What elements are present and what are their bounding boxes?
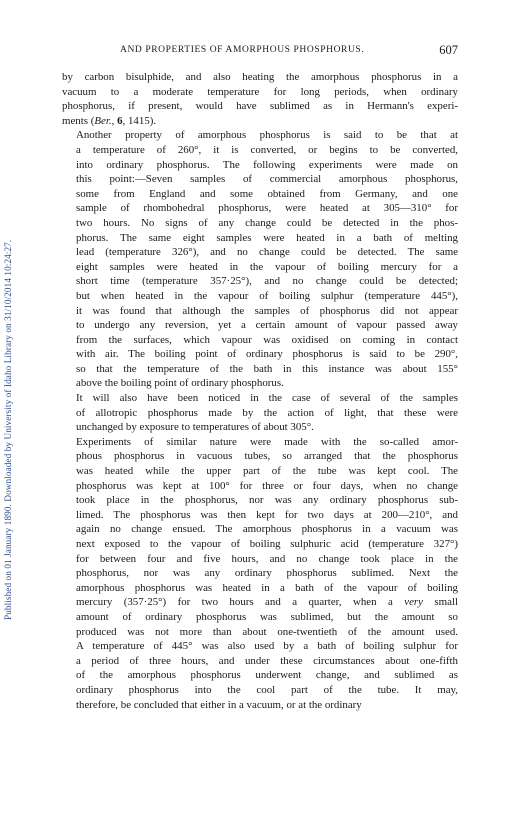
text-line: a temperature of 260°, it is converted, or begins to be converted, (76, 143, 458, 156)
text-line: it was found that although the samples of phosphorus did not appear (76, 304, 458, 317)
text-line: a period of three hours, and under these circumstances about one-fifth (76, 654, 458, 667)
text-line: phosphorus, if present, would have sublimed as in Hermann's experi- (62, 100, 458, 113)
text-line: Another property of amorphous phosphorus is said to be that at (76, 129, 458, 142)
text-line: Experiments of similar nature were made with the so-called amor- (76, 435, 458, 448)
text-line: ments (Ber., 6, 1415). (62, 114, 157, 127)
text-line: phorus. The same eight samples were heated in a bath of melting (76, 231, 458, 244)
text-line: limed. The phosphorus was then kept for two days at 200—210°, and (76, 508, 458, 521)
paragraph (62, 435, 458, 712)
text-line: produced was not more than about one-twentieth of the amount used. (76, 625, 458, 638)
text-line: again no change ensued. The amorphous phosphorus in a vacuum was (76, 523, 458, 536)
text-line: took place in the phosphorus, nor was any ordinary phosphorus sub- (76, 494, 458, 507)
text-line: was heated while the upper part of the tube was kept cool. The (76, 465, 458, 478)
text-line: It will also have been noticed in the case of several of the samples (76, 392, 458, 405)
text-line: A temperature of 445° was also used by a bath of boiling sulphur for (76, 640, 458, 653)
text-line: next exposed to the vapour of boiling sulphuric acid (temperature 327°) (76, 538, 458, 550)
text-line: phosphorus, nor was any ordinary phosphorus sublimed. Next the (76, 567, 458, 580)
text-line: mercury (357·25°) for two hours and a quarter, when a very small (76, 596, 458, 609)
text-line: phous phosphorus in vacuous tubes, so arranged that the phosphorus (76, 450, 458, 463)
text-line: amorphous phosphorus was heated in a bath of the vapour of boiling (76, 581, 458, 594)
text-line: phosphorus was kept at 100° for three or four days, when no change (76, 479, 458, 492)
article-body (62, 70, 458, 712)
text-line: eight samples were heated in the vapour of boiling mercury for a (76, 260, 458, 273)
running-title: AND PROPERTIES OF AMORPHOUS PHOSPHORUS. (120, 45, 365, 55)
download-stamp (3, 60, 15, 620)
text-line: by carbon bisulphide, and also heating the amorphous phosphorus in a (62, 71, 458, 83)
text-line: with air. The boiling point of ordinary phosphorus is said to be 290°, (76, 348, 458, 361)
text-line: short time (temperature 357·25°), and no change could be detected; (76, 275, 458, 288)
text-line: so that the temperature of the bath in this instance was about 155° (76, 362, 458, 375)
text-line: this point:—Seven samples of commercial amorphous phosphorus, (76, 173, 458, 186)
text-line: therefore, be concluded that either in a vacuum, or at the ordinary (76, 698, 362, 711)
text-line: into ordinary phosphorus. The following experiments were made on (76, 158, 458, 171)
text-line: above the boiling point of ordinary phosphorus. (76, 377, 284, 390)
text-line: but when heated in the vapour of boiling sulphur (temperature 445°), (76, 289, 458, 302)
text-line: amount of ordinary phosphorus was sublimed, but the amount so (76, 610, 458, 623)
page-header (62, 44, 458, 58)
text-line: to undergo any reversion, yet a certain amount of vapour passed away (76, 319, 458, 332)
page-number: 607 (439, 43, 458, 57)
download-stamp-text: Published on 01 January 1890. Downloaded by University of Idaho Library on 31/10/2014 10:24:27. (3, 239, 13, 620)
text-line: sample of rhombohedral phosphorus, were heated at 305—310° for (76, 202, 458, 215)
text-line: two hours. No signs of any change could be detected in the phos- (76, 216, 458, 229)
text-line: ordinary phosphorus into the cool part of the tube. It may, (76, 683, 458, 696)
text-line: unchanged by exposure to temperatures of about 305°. (76, 421, 314, 434)
paragraph (62, 70, 458, 128)
paragraph (62, 391, 458, 435)
text-line: from the surfaces, which vapour was oxidised on coming in contact (76, 333, 458, 346)
paragraph (62, 128, 458, 391)
text-line: of the amorphous phosphorus underwent change, and sublimed as (76, 669, 458, 682)
text-line: lead (temperature 326°), and no change could be detected. The same (76, 246, 458, 259)
text-line: vacuum to a moderate temperature for long periods, when ordinary (62, 85, 458, 98)
text-line: some from England and some obtained from Germany, and one (76, 187, 458, 200)
text-line: for between four and five hours, and no change took place in the (76, 552, 458, 565)
text-line: of allotropic phosphorus made by the action of light, that these were (76, 406, 458, 419)
